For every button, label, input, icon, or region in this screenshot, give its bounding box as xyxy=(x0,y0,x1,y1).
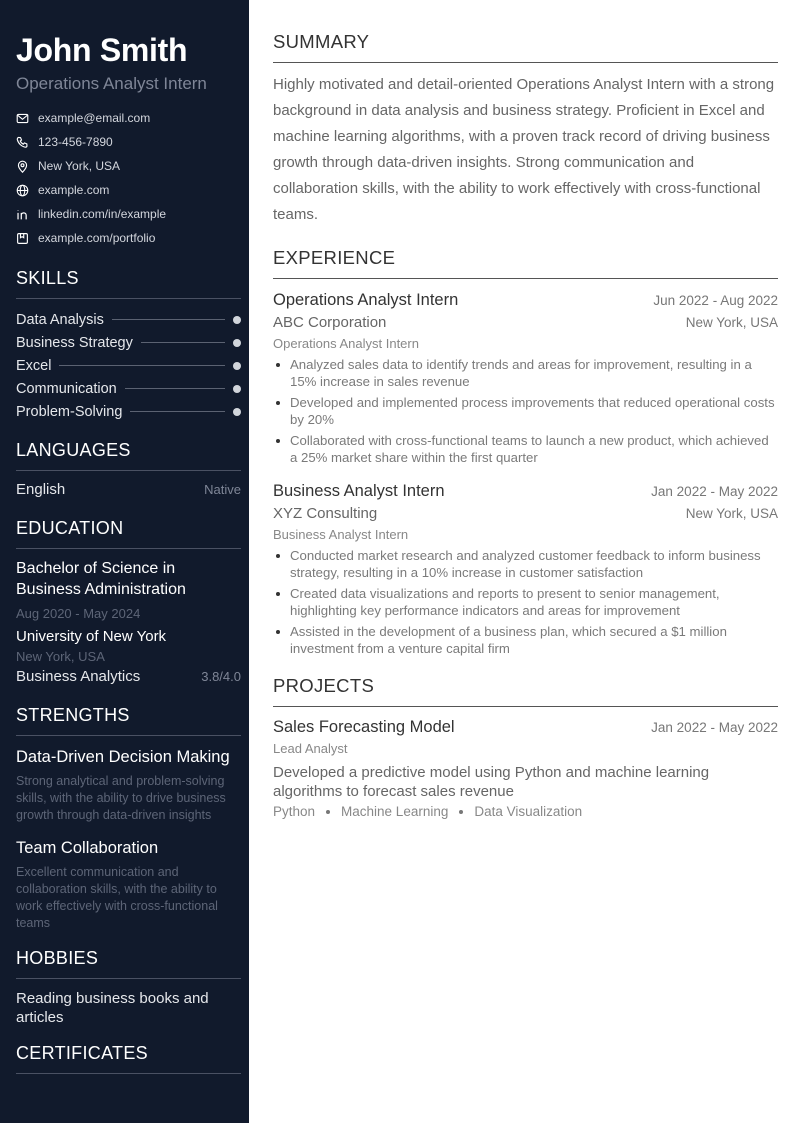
contact-website-text: example.com xyxy=(38,183,110,197)
skill-dot xyxy=(233,339,241,347)
skill-dot xyxy=(233,408,241,416)
skill-item xyxy=(16,308,241,331)
job-company: ABC Corporation xyxy=(273,314,387,331)
job-location: New York, USA xyxy=(685,506,778,521)
portfolio-icon xyxy=(16,232,29,245)
job-company: XYZ Consulting xyxy=(273,505,378,522)
education-heading: EDUCATION xyxy=(16,518,241,549)
education-field-row xyxy=(16,668,241,685)
hobbies-section xyxy=(16,948,241,1027)
job-title: Operations Analyst Intern xyxy=(273,291,459,309)
skill-label: Communication xyxy=(16,380,117,397)
strength-title: Team Collaboration xyxy=(16,839,159,857)
experience-heading: EXPERIENCE xyxy=(273,247,778,279)
contact-linkedin-text: linkedin.com/in/example xyxy=(38,207,167,221)
bullet-item: Assisted in the development of a business plan, which secured a $1 million investment from a venture capital firm xyxy=(273,623,778,657)
bullet-item: Developed and implemented process improvements that reduced operational costs by 20% xyxy=(273,394,778,428)
project-tag: Data Visualization xyxy=(474,804,583,819)
experience-section xyxy=(273,247,778,657)
candidate-name: John Smith xyxy=(16,32,188,68)
skill-label: Excel xyxy=(16,357,52,374)
skill-divider xyxy=(130,411,225,412)
job-dates: Jun 2022 - Aug 2022 xyxy=(653,293,778,308)
strengths-heading: STRENGTHS xyxy=(16,705,241,736)
tag-separator xyxy=(459,810,463,814)
project-tag: Machine Learning xyxy=(341,804,449,819)
skill-label: Problem-Solving xyxy=(16,403,123,420)
job-header xyxy=(273,289,778,311)
experience-item xyxy=(273,480,778,657)
projects-section xyxy=(273,675,778,819)
contact-portfolio-text: example.com/portfolio xyxy=(38,231,156,245)
education-section xyxy=(16,518,241,685)
contact-website[interactable] xyxy=(16,178,241,202)
project-tag: Python xyxy=(273,804,316,819)
skills-section xyxy=(16,268,241,423)
language-name: English xyxy=(16,481,66,498)
job-subtitle: Business Analyst Intern xyxy=(273,527,409,542)
contact-list xyxy=(16,106,241,250)
job-company-row xyxy=(273,502,778,524)
certificates-section xyxy=(16,1043,241,1074)
contact-email-text: example@email.com xyxy=(38,111,151,125)
candidate-role: Operations Analyst Intern xyxy=(16,74,207,93)
skill-divider xyxy=(125,388,225,389)
contact-phone-text: 123-456-7890 xyxy=(38,135,113,149)
hobbies-heading: HOBBIES xyxy=(16,948,241,979)
contact-email[interactable] xyxy=(16,106,241,130)
globe-icon xyxy=(16,184,29,197)
strength-description: Excellent communication and collaboration skills, with the ability to work effectively with cross-functional teams xyxy=(16,865,218,930)
skill-label: Business Strategy xyxy=(16,334,133,351)
project-title: Sales Forecasting Model xyxy=(273,718,455,736)
linkedin-icon xyxy=(16,208,29,221)
strength-title: Data-Driven Decision Making xyxy=(16,748,230,766)
project-dates: Jan 2022 - May 2022 xyxy=(651,720,778,735)
bullet-item: Collaborated with cross-functional teams to launch a new product, which achieved a 25% market share within the first quarter xyxy=(273,432,778,466)
language-level: Native xyxy=(204,482,241,497)
job-bullets xyxy=(273,356,778,466)
job-location: New York, USA xyxy=(685,315,778,330)
summary-text: Highly motivated and detail-oriented Operations Analyst Intern with a strong background in data analysis and business strategy. Proficient in Excel and machine learning algorithms, with a proven track record of driving business growth through data-driven insights. Strong communication and collaboration skills, with the ability to work effectively with cross-functional teams. xyxy=(273,76,775,223)
skill-item xyxy=(16,354,241,377)
job-company-row xyxy=(273,311,778,333)
project-description: Developed a predictive model using Python and machine learning algorithms to forecast sales revenue xyxy=(273,764,710,800)
bullet-item: Conducted market research and analyzed customer feedback to inform business strategy, resulting in a 10% increase in customer satisfaction xyxy=(273,547,778,581)
education-location: New York, USA xyxy=(16,649,105,664)
education-field: Business Analytics xyxy=(16,668,141,685)
skill-divider xyxy=(141,342,225,343)
skill-dot xyxy=(233,362,241,370)
summary-heading: SUMMARY xyxy=(273,31,778,63)
contact-portfolio[interactable] xyxy=(16,226,241,250)
education-school: University of New York xyxy=(16,628,167,645)
certificates-heading: CERTIFICATES xyxy=(16,1043,241,1074)
skill-dot xyxy=(233,316,241,324)
education-dates: Aug 2020 - May 2024 xyxy=(16,606,141,621)
strength-description: Strong analytical and problem-solving skills, with the ability to drive business growth through data-driven insights xyxy=(16,774,226,822)
skill-item xyxy=(16,331,241,354)
languages-heading: LANGUAGES xyxy=(16,440,241,471)
sidebar xyxy=(0,0,249,1123)
contact-location xyxy=(16,154,241,178)
hobby-item: Reading business books and articles xyxy=(16,990,209,1026)
contact-linkedin[interactable] xyxy=(16,202,241,226)
email-icon xyxy=(16,112,29,125)
skill-item xyxy=(16,400,241,423)
skill-divider xyxy=(59,365,225,366)
education-degree: Bachelor of Science in Business Administration xyxy=(16,560,186,598)
tag-separator xyxy=(326,810,330,814)
project-item xyxy=(273,716,778,819)
summary-section xyxy=(273,31,778,228)
skills-list xyxy=(16,308,241,423)
bullet-item: Created data visualizations and reports to present to senior management, highlighting key performance indicators and areas for improvement xyxy=(273,585,778,619)
projects-heading: PROJECTS xyxy=(273,675,778,707)
skill-divider xyxy=(112,319,225,320)
contact-location-text: New York, USA xyxy=(38,159,121,173)
phone-icon xyxy=(16,136,29,149)
skill-item xyxy=(16,377,241,400)
experience-item xyxy=(273,289,778,466)
bullet-item: Analyzed sales data to identify trends and areas for improvement, resulting in a 15% increase in sales revenue xyxy=(273,356,778,390)
languages-section xyxy=(16,440,241,498)
project-role: Lead Analyst xyxy=(273,741,348,756)
project-header xyxy=(273,716,778,738)
skills-heading: SKILLS xyxy=(16,268,241,299)
project-tags xyxy=(273,804,778,819)
language-item xyxy=(16,481,241,498)
location-pin-icon xyxy=(16,160,29,173)
job-title: Business Analyst Intern xyxy=(273,482,445,500)
strengths-section xyxy=(16,705,241,932)
skill-dot xyxy=(233,385,241,393)
main-content xyxy=(273,31,778,819)
job-bullets xyxy=(273,547,778,657)
skill-label: Data Analysis xyxy=(16,311,104,328)
job-subtitle: Operations Analyst Intern xyxy=(273,336,419,351)
contact-phone[interactable] xyxy=(16,130,241,154)
job-header xyxy=(273,480,778,502)
education-gpa: 3.8/4.0 xyxy=(201,669,241,684)
job-dates: Jan 2022 - May 2022 xyxy=(651,484,778,499)
